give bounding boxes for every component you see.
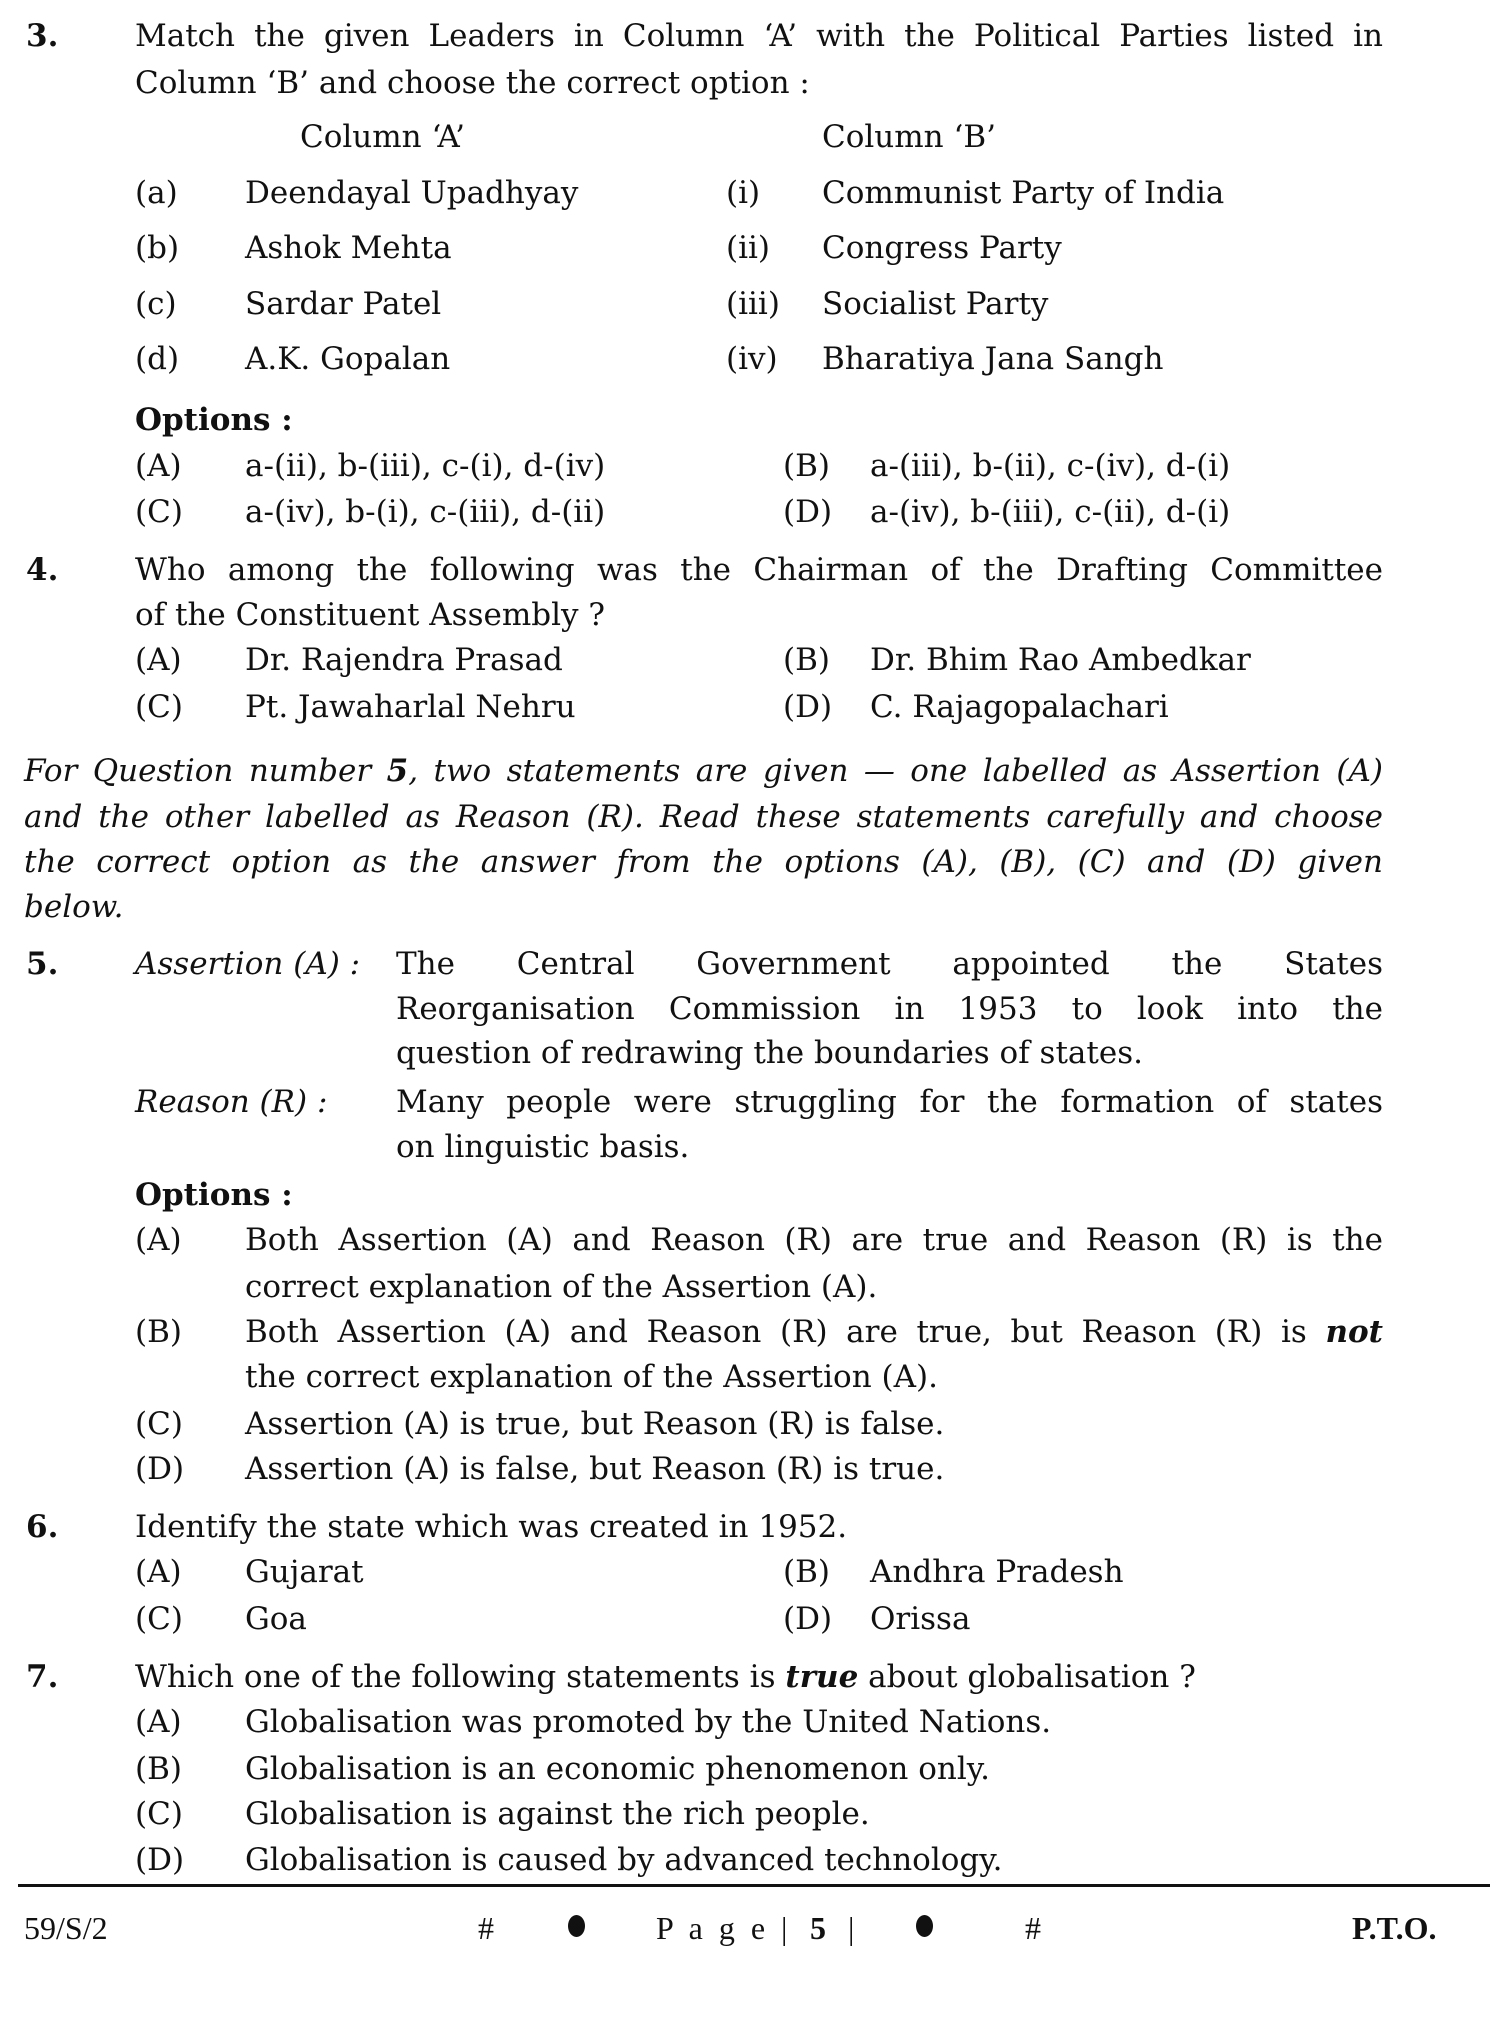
bullet-icon — [916, 1915, 933, 1937]
option-label: (D) — [783, 689, 833, 725]
option-label: (B) — [135, 1314, 182, 1350]
options-heading: Options : — [135, 1177, 293, 1213]
option-label: (B) — [135, 1751, 182, 1787]
option-text: a-(iv), b-(iii), c-(ii), d-(i) — [870, 494, 1231, 530]
leader: Sardar Patel — [245, 286, 442, 322]
option-text: Assertion (A) is true, but Reason (R) is false. — [245, 1406, 945, 1442]
option-label: (A) — [135, 448, 182, 484]
option-text: C. Rajagopalachari — [870, 689, 1169, 725]
option-text: Dr. Bhim Rao Ambedkar — [870, 642, 1251, 678]
instruction-line: the correct option as the answer from the options (A), (B), (C) and (D) given — [24, 844, 1383, 880]
option-label: (C) — [135, 1601, 183, 1637]
reason-text: Many people were struggling for the formation of states — [396, 1084, 1383, 1120]
question-text: Who among the following was the Chairman of the Drafting Committee — [135, 552, 1383, 588]
option-label: (A) — [135, 642, 182, 678]
option-text: Gujarat — [245, 1554, 364, 1590]
question-number: 5. — [26, 946, 59, 982]
instruction-line: For Question number 5, two statements are given — one labelled as Assertion (A) — [24, 753, 1383, 789]
reason-label: Reason (R) : — [135, 1084, 328, 1120]
page-label: P a g e | — [656, 1910, 792, 1946]
options-heading: Options : — [135, 402, 293, 438]
question-number: 4. — [26, 552, 59, 588]
option-label: (B) — [783, 448, 830, 484]
option-text: Both Assertion (A) and Reason (R) are true and Reason (R) is the — [245, 1222, 1383, 1258]
option-label: (A) — [135, 1554, 182, 1590]
row-label: (iii) — [726, 286, 780, 322]
instruction-line: and the other labelled as Reason (R). Read these statements carefully and choose — [24, 799, 1383, 835]
instruction-line: below. — [24, 889, 124, 925]
option-label: (D) — [783, 494, 833, 530]
reason-text: on linguistic basis. — [396, 1129, 690, 1165]
row-label: (ii) — [726, 230, 771, 266]
row-label: (d) — [135, 341, 180, 377]
row-label: (i) — [726, 175, 761, 211]
row-label: (a) — [135, 175, 178, 211]
leader: A.K. Gopalan — [245, 341, 451, 377]
question-text: Column ‘B’ and choose the correct option : — [135, 65, 810, 101]
option-label: (C) — [135, 1796, 183, 1832]
option-text: Globalisation is an economic phenomenon only. — [245, 1751, 991, 1787]
option-text: the correct explanation of the Assertion (A). — [245, 1359, 938, 1395]
option-label: (A) — [135, 1222, 182, 1258]
option-text: Both Assertion (A) and Reason (R) are true, but Reason (R) is not — [245, 1314, 1383, 1350]
option-label: (C) — [135, 689, 183, 725]
question-number: 7. — [26, 1659, 59, 1695]
question-text: Identify the state which was created in 1952. — [135, 1509, 848, 1545]
row-label: (iv) — [726, 341, 778, 377]
leader: Deendayal Upadhyay — [245, 175, 579, 211]
row-label: (c) — [135, 286, 177, 322]
option-text: Globalisation was promoted by the United Nations. — [245, 1704, 1052, 1740]
footer-divider — [18, 1884, 1490, 1887]
paper-code: 59/S/2 — [24, 1910, 108, 1946]
page-bar: | — [848, 1910, 855, 1946]
bullet-icon — [568, 1915, 585, 1937]
column-b-header: Column ‘B’ — [822, 119, 996, 155]
row-label: (b) — [135, 230, 180, 266]
option-text: a-(iv), b-(i), c-(iii), d-(ii) — [245, 494, 606, 530]
option-label: (D) — [135, 1451, 185, 1487]
leader: Ashok Mehta — [245, 230, 452, 266]
party: Bharatiya Jana Sangh — [822, 341, 1164, 377]
option-text: Goa — [245, 1601, 307, 1637]
option-text: a-(ii), b-(iii), c-(i), d-(iv) — [245, 448, 606, 484]
option-label: (B) — [783, 1554, 830, 1590]
option-text: Dr. Rajendra Prasad — [245, 642, 563, 678]
question-text: Match the given Leaders in Column ‘A’ with the Political Parties listed in — [135, 18, 1383, 54]
assertion-text: question of redrawing the boundaries of states. — [396, 1035, 1143, 1071]
option-text: correct explanation of the Assertion (A). — [245, 1269, 878, 1305]
option-text: Pt. Jawaharlal Nehru — [245, 689, 576, 725]
option-text: Andhra Pradesh — [870, 1554, 1124, 1590]
hash-mark: # — [1025, 1910, 1041, 1946]
option-label: (C) — [135, 1406, 183, 1442]
option-text: Orissa — [870, 1601, 971, 1637]
assertion-text: The Central Government appointed the States — [396, 946, 1383, 982]
option-label: (B) — [783, 642, 830, 678]
option-text: Globalisation is caused by advanced technology. — [245, 1842, 1003, 1878]
option-label: (D) — [135, 1842, 185, 1878]
question-number: 3. — [26, 18, 59, 54]
option-text: a-(iii), b-(ii), c-(iv), d-(i) — [870, 448, 1231, 484]
party: Socialist Party — [822, 286, 1049, 322]
question-text: of the Constituent Assembly ? — [135, 597, 605, 633]
option-label: (A) — [135, 1704, 182, 1740]
option-label: (C) — [135, 494, 183, 530]
assertion-label: Assertion (A) : — [135, 946, 361, 982]
hash-mark: # — [478, 1910, 494, 1946]
party: Communist Party of India — [822, 175, 1225, 211]
party: Congress Party — [822, 230, 1062, 266]
option-text: Globalisation is against the rich people. — [245, 1796, 870, 1832]
pto-label: P.T.O. — [1352, 1910, 1437, 1946]
option-label: (D) — [783, 1601, 833, 1637]
question-text: Which one of the following statements is true about globalisation ? — [135, 1659, 1196, 1695]
assertion-text: Reorganisation Commission in 1953 to look into the — [396, 991, 1383, 1027]
option-text: Assertion (A) is false, but Reason (R) is true. — [245, 1451, 945, 1487]
page-number: 5 — [810, 1910, 826, 1946]
column-a-header: Column ‘A’ — [300, 119, 466, 155]
question-number: 6. — [26, 1509, 59, 1545]
